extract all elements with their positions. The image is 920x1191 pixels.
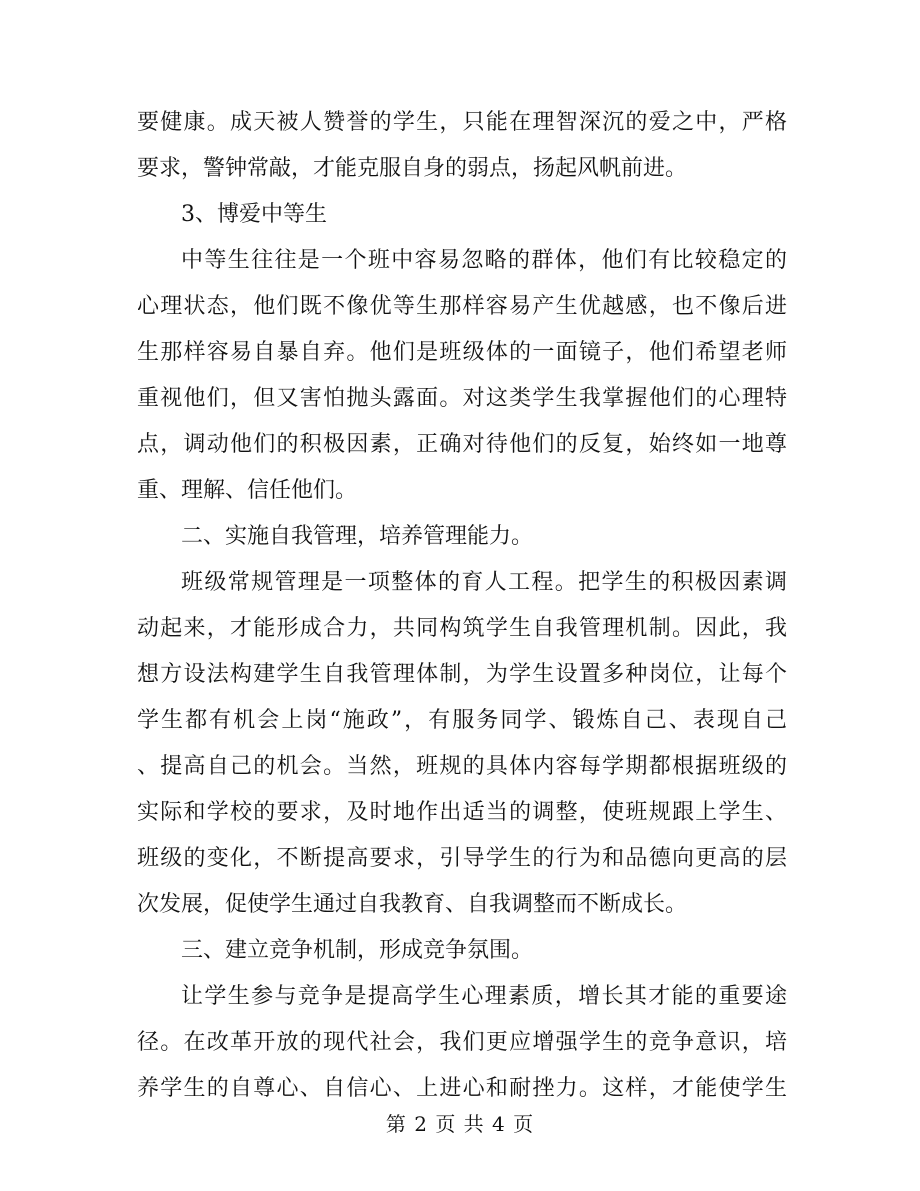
- text-line: 径。在改革开放的现代社会，我们更应增强学生的竞争意识，培: [137, 1030, 787, 1055]
- text-line: 生那样容易自暴自弃。他们是班级体的一面镜子，他们希望老师: [137, 340, 787, 365]
- document-body: [137, 100, 787, 1112]
- text-line: 班级常规管理是一项整体的育人工程。把学生的积极因素调: [181, 570, 787, 595]
- text-line: 重、理解、信任他们。: [137, 478, 358, 503]
- section-heading: 3、博爱中等生: [181, 202, 327, 227]
- text-line: 中等生往往是一个班中容易忽略的群体，他们有比较稳定的: [181, 248, 787, 273]
- text-line: 点，调动他们的积极因素，正确对待他们的反复，始终如一地尊: [137, 432, 787, 457]
- text-line: 实际和学校的要求，及时地作出适当的调整，使班规跟上学生、: [137, 800, 787, 825]
- text-line: 、提高自己的机会。当然，班规的具体内容每学期都根据班级的: [137, 754, 787, 779]
- text-line: 学生都有机会上岗“施政”，有服务同学、锻炼自己、表现自己: [137, 708, 787, 733]
- page-number-footer: 第 2 页 共 4 页: [385, 1112, 535, 1136]
- text-line: 心理状态，他们既不像优等生那样容易产生优越感，也不像后进: [137, 294, 787, 319]
- section-heading: 二、实施自我管理，培养管理能力。: [181, 524, 534, 549]
- text-line: 想方设法构建学生自我管理体制，为学生设置多种岗位，让每个: [137, 662, 787, 687]
- text-line: 要求，警钟常敲，才能克服自身的弱点，扬起风帆前进。: [137, 156, 688, 181]
- text-line: 次发展，促使学生通过自我教育、自我调整而不断成长。: [137, 892, 688, 917]
- text-line: 班级的变化，不断提高要求，引导学生的行为和品德向更高的层: [137, 846, 787, 871]
- text-line: 动起来，才能形成合力，共同构筑学生自我管理机制。因此，我: [137, 616, 787, 641]
- text-line: 养学生的自尊心、自信心、上进心和耐挫力。这样，才能使学生: [137, 1076, 787, 1101]
- text-line: 重视他们，但又害怕抛头露面。对这类学生我掌握他们的心理特: [137, 386, 787, 411]
- section-heading: 三、建立竞争机制，形成竞争氛围。: [181, 938, 534, 963]
- text-line: 让学生参与竞争是提高学生心理素质，增长其才能的重要途: [181, 984, 787, 1009]
- text-line: 要健康。成天被人赞誉的学生，只能在理智深沉的爱之中，严格: [137, 110, 787, 135]
